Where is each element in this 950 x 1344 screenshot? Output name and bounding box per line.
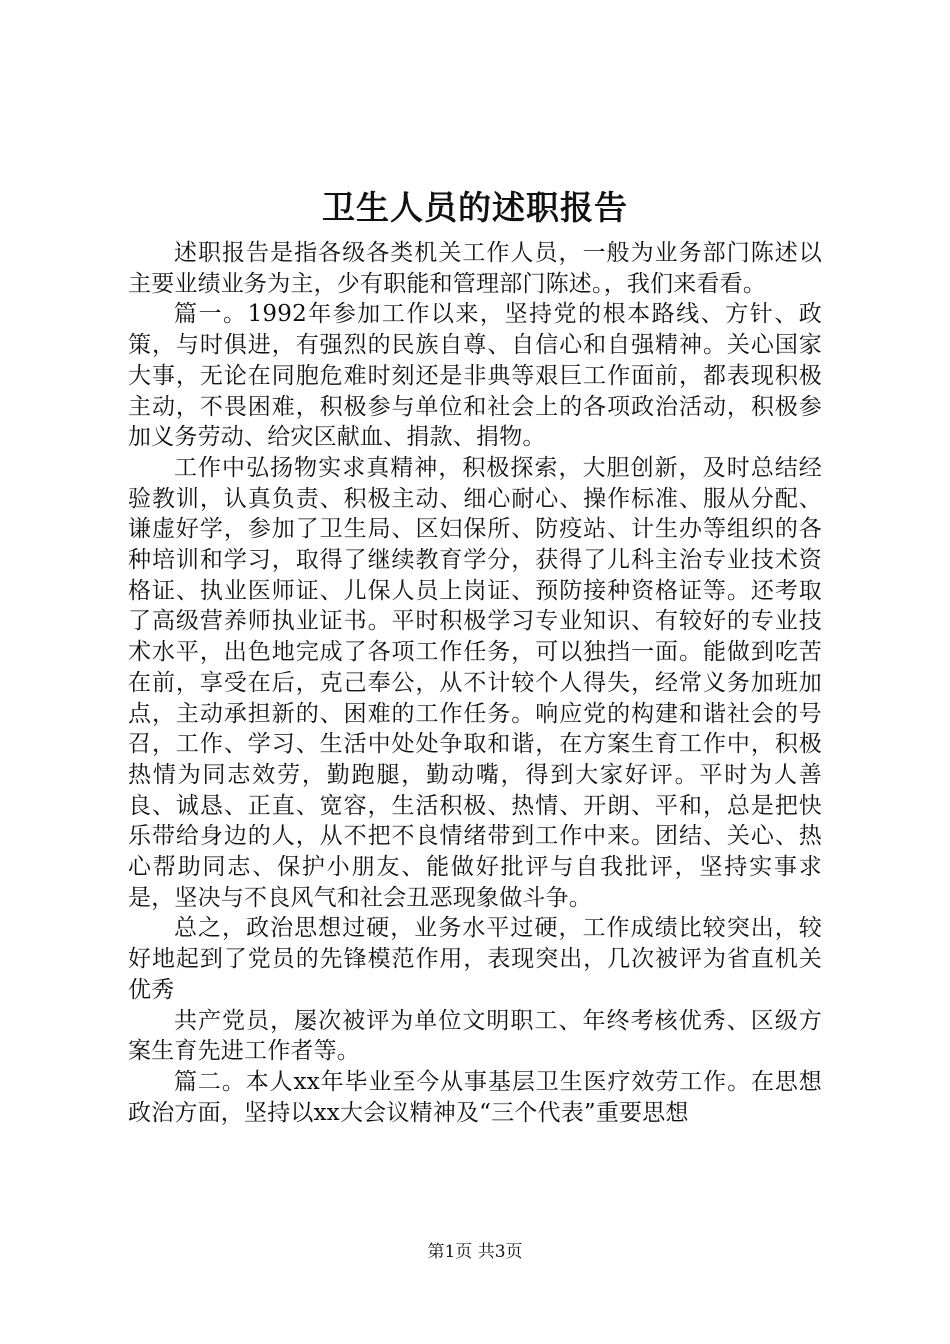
paragraph-work-attitude: 工作中弘扬物实求真精神，积极探索，大胆创新，及时总结经验教训，认真负责、积极主动、细心耐心、操作标准、服从分配、谦虚好学，参加了卫生局、区妇保所、防疫站、计生办等组织的各种培训和学习，取得了继续教育学分，获得了儿科主治专业技术资格证、执业医师证、儿保人员上岗证、预防接种资格证等。还考取了高级营养师执业证书。平时积极学习专业知识、有较好的专业技术水平，出色地完成了各项工作任务，可以独挡一面。能做到吃苦在前，享受在后，克己奉公，从不计较个人得失，经常义务加班加点，主动承担新的、困难的工作任务。响应党的构建和谐社会的号召，工作、学习、生活中处处争取和谐，在方案生育工作中，积极热情为同志效劳，勤跑腿，勤动嘴，得到大家好评。平时为人善良、诚恳、正直、宽容，生活积极、热情、开朗、平和，总是把快乐带给身边的人，从不把不良情绪带到工作中来。团结、关心、热心帮助同志、保护小朋友、能做好批评与自我批评，坚持实事求是，坚决与不良风气和社会丑恶现象做斗争。	[128, 454, 822, 911]
paragraph-intro: 述职报告是指各级各类机关工作人员，一般为业务部门陈述以主要业绩业务为主，少有职能和管理部门陈述。，我们来看看。	[128, 240, 822, 297]
document-title: 卫生人员的述职报告	[322, 188, 628, 227]
paragraph-part-two: 篇二。本人xx年毕业至今从事基层卫生医疗效劳工作。在思想政治方面，坚持以xx大会议精神及“三个代表”重要思想	[128, 1068, 822, 1126]
page-footer: 第1页 共3页	[427, 1242, 523, 1262]
paragraph-summary: 总之，政治思想过硬，业务水平过硬，工作成绩比较突出，较好地起到了党员的先锋模范作用，表现突出，几次被评为省直机关优秀	[128, 915, 822, 1003]
paragraph-honors: 共产党员，屡次被评为单位文明职工、年终考核优秀、区级方案生育先进工作者等。	[128, 1007, 822, 1065]
document-body	[128, 238, 822, 1128]
paragraph-part-one: 篇一。1992年参加工作以来，坚持党的根本路线、方针、政策，与时俱进，有强烈的民族自尊、自信心和自强精神。关心国家大事，无论在同胞危难时刻还是非典等艰巨工作面前，都表现积极主动，不畏困难，积极参与单位和社会上的各项政治活动，积极参加义务劳动、给灾区献血、捐款、捐物。	[128, 301, 822, 451]
